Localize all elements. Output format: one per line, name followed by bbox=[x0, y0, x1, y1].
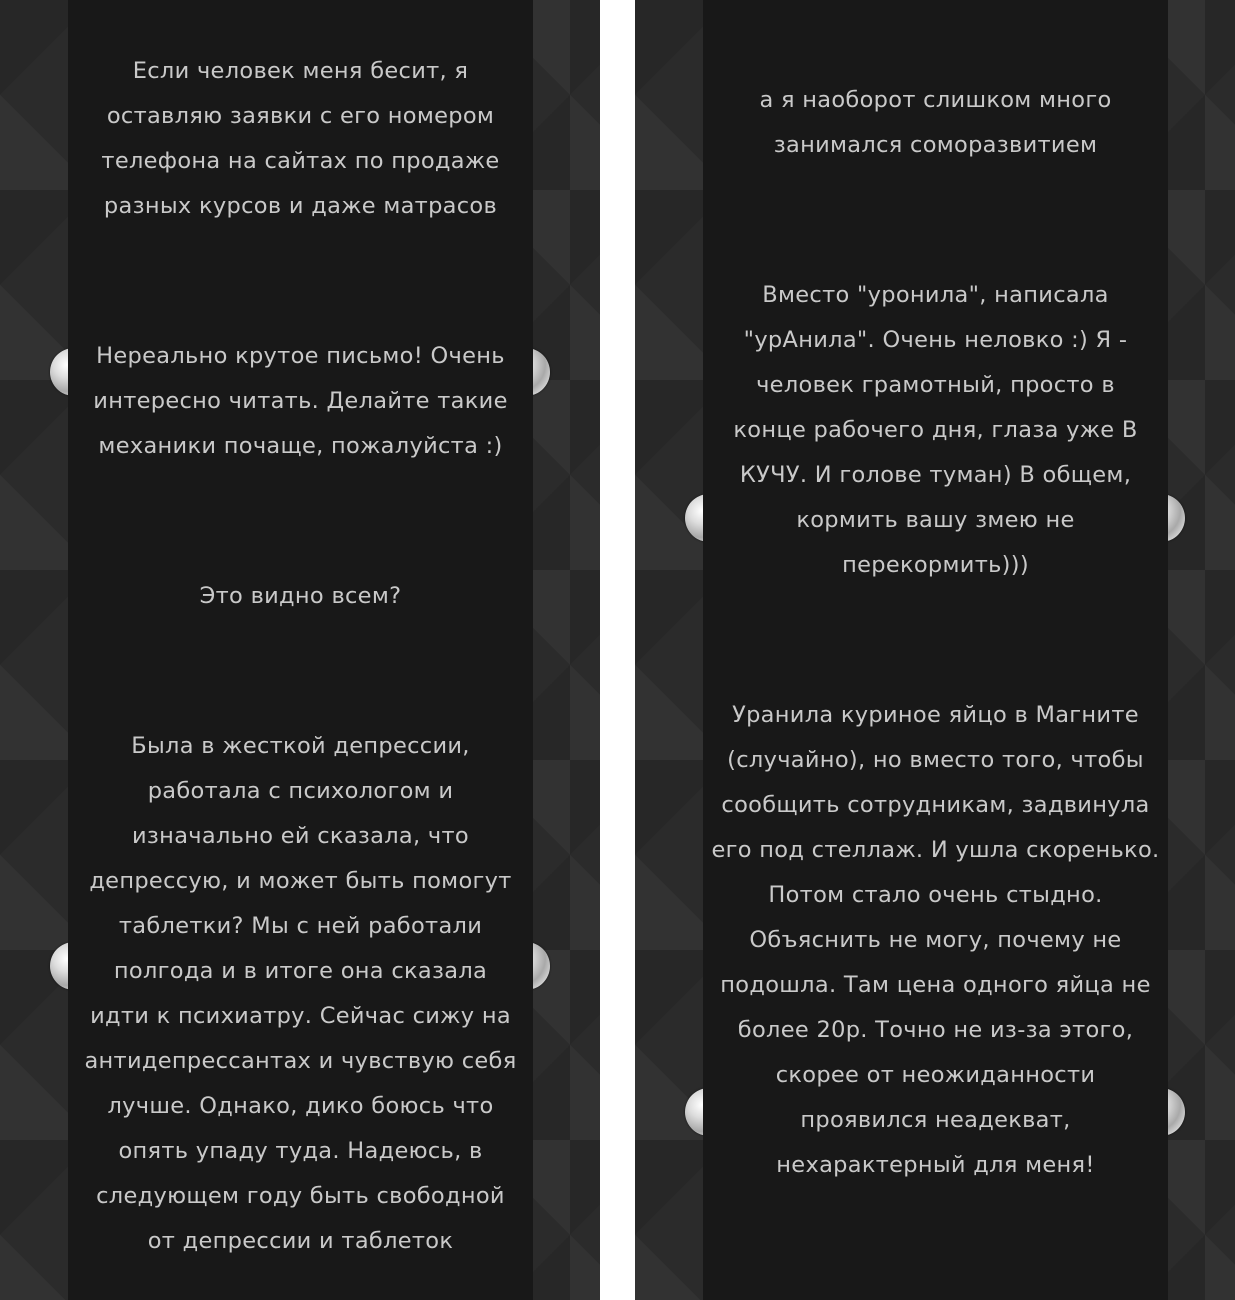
left-message-strip bbox=[68, 0, 533, 1300]
message-text: Это видно всем? bbox=[199, 583, 402, 609]
message-text: Уранила куриное яйцо в Магните (случайно), но вместо того, чтобы сообщить сотрудникам, задвинула его под стеллаж. И ушла скоренько. Потом стало очень стыдно. Объяснить не могу, почему не подошла. Там цена одного яйца не более 20р. Точно не из-за этого, скорее от неожиданности проявился неадекват, нехарактерный для меня! bbox=[711, 702, 1160, 1178]
message-text: Если человек меня бесит, я оставляю заявки с его номером телефона на сайтах по продаже разных курсов и даже матрасов bbox=[101, 58, 500, 219]
message-text: Нереально крутое письмо! Очень интересно читать. Делайте такие механики почаще, пожалуйста :) bbox=[93, 343, 508, 459]
message-text: а я наоборот слишком много занимался соморазвитием bbox=[759, 87, 1112, 158]
message-text: Была в жесткой депрессии, работала с психологом и изначально ей сказала, что депрессую, и может быть помогут таблетки? Мы с ней работали полгода и в итоге она сказала идти к психиатру. Сейчас сижу на антидепрессантах и чувствую себя лучше. Однако, дико боюсь что опять упаду туда. Надеюсь, в следующем году быть свободной от депрессии и таблеток bbox=[84, 733, 517, 1254]
right-panel bbox=[635, 0, 1235, 1300]
right-message-strip bbox=[703, 0, 1168, 1300]
message-text: Вместо "уронила", написала "урАнила". Очень неловко :) Я - человек грамотный, просто в конце рабочего дня, глаза уже В КУЧУ. И голове туман) В общем, кормить вашу змею не перекормить))) bbox=[733, 282, 1138, 578]
left-panel bbox=[0, 0, 600, 1300]
